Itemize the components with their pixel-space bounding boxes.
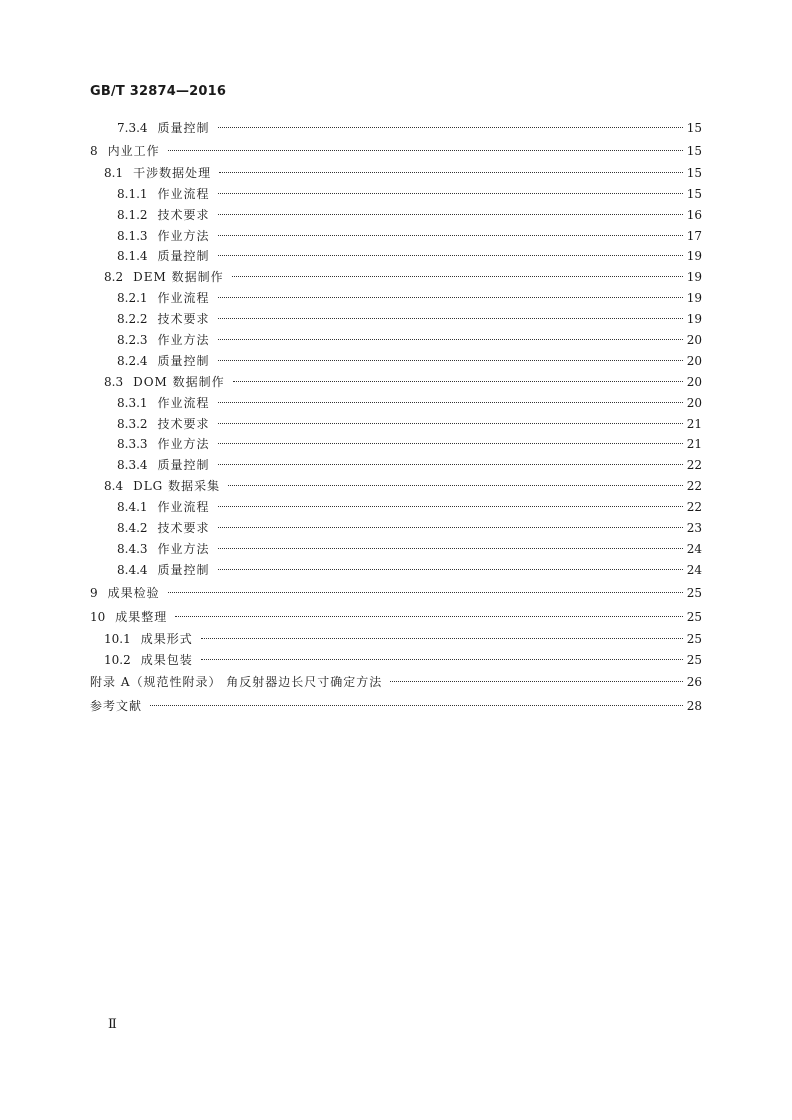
toc-entry-title: 成果检验 [107,585,160,600]
toc-entry[interactable] [0,539,792,560]
toc-entry-number: 8.2 [104,270,124,285]
toc-entry-page: 21 [686,416,702,431]
toc-entry-line [117,393,702,414]
toc-entry-page: 20 [686,333,702,348]
toc-entry-number: 10.1 [104,631,131,646]
toc-entry-number: 8.3 [104,374,124,389]
toc-entry-title: 作业方法 [157,437,210,452]
toc-entry-page: 25 [686,585,702,600]
dot-leader [218,255,683,256]
toc-entry-title: 内业工作 [107,143,160,158]
toc-entry[interactable] [0,118,792,139]
toc-entry[interactable] [0,226,792,247]
toc-entry-line [90,139,702,163]
toc-entry-title: 作业流程 [157,186,210,201]
toc-entry-title: 质量控制 [157,353,210,368]
toc-entry-line [117,539,702,560]
dot-leader [218,297,683,298]
dot-leader [219,172,683,173]
toc-entry-number: 8.4.3 [117,541,148,556]
toc-entry[interactable] [0,605,792,629]
toc-entry-number: 8.3.4 [117,458,148,473]
dot-leader [218,318,683,319]
toc-entry[interactable] [0,309,792,330]
toc-entry-page: 19 [686,249,702,264]
standard-code-header: GB/T 32874—2016 [90,84,227,99]
toc-entry-line [104,650,702,671]
toc-entry-title: 技术要求 [157,521,210,536]
dot-leader [201,638,683,639]
toc-entry-page: 22 [686,500,702,515]
toc-entry-number: 8.4.1 [117,500,148,515]
toc-entry-line [117,497,702,518]
toc-entry-number: 8.1.4 [117,249,148,264]
toc-entry-page: 24 [686,562,702,577]
dot-leader [228,485,683,486]
toc-entry-line [104,372,702,393]
toc-entry-number: 8.2.2 [117,312,148,327]
toc-entry-page: 23 [686,521,702,536]
toc-entry-line [104,163,702,184]
toc-entry-number: 8.3.1 [117,395,148,410]
toc-entry-page: 24 [686,541,702,556]
toc-entry[interactable] [0,330,792,351]
toc-entry-number: 10 [90,609,106,624]
toc-entry-title: 作业流程 [157,395,210,410]
dot-leader [168,592,683,593]
toc-entry[interactable] [0,670,792,694]
toc-entry[interactable] [0,518,792,539]
toc-entry-line [117,226,702,247]
toc-entry-page: 17 [686,228,702,243]
toc-entry[interactable] [0,163,792,184]
toc-entry-page: 15 [686,121,702,135]
toc-entry-line [117,288,702,309]
toc-entry-line [117,330,702,351]
toc-entry-number: 8.4.4 [117,562,148,577]
toc-entry-title: 作业流程 [157,291,210,306]
dot-leader [218,443,683,444]
toc-entry-page: 25 [686,631,702,646]
toc-entry[interactable] [0,414,792,435]
toc-entry-title: 作业方法 [157,541,210,556]
toc-entry-number: 8.2.1 [117,291,148,306]
dot-leader [218,464,683,465]
toc-entry-page: 15 [686,186,702,201]
toc-entry-line [104,267,702,288]
toc-entry-title: 质量控制 [157,562,210,577]
toc-entry-number: 8.1.2 [117,207,148,222]
toc-entry[interactable] [0,455,792,476]
toc-entry-line [117,118,702,139]
dot-leader [168,150,683,151]
toc-entry-line [117,309,702,330]
toc-entry-number: 8.1.3 [117,228,148,243]
toc-entry[interactable] [0,581,792,605]
toc-entry-title: 质量控制 [157,249,210,264]
toc-entry-number: 8 [90,143,98,158]
toc-entry-page: 19 [686,312,702,327]
toc-entry-page: 20 [686,353,702,368]
page-number: Ⅱ [108,1017,117,1032]
dot-leader [150,705,683,706]
toc-entry-number: 9 [90,585,98,600]
toc-entry-line [90,670,702,694]
toc-entry-title: 作业流程 [157,500,210,515]
dot-leader [218,235,683,236]
toc-entry-title: 附录 A（规范性附录） 角反射器边长尺寸确定方法 [90,675,383,690]
dot-leader [218,548,683,549]
toc-entry-line [117,246,702,267]
toc-entry-title: 成果包装 [140,652,193,667]
toc-entry-title: 参考文献 [90,699,143,714]
toc-entry-page: 15 [686,143,702,158]
dot-leader [218,193,683,194]
dot-leader [233,381,683,382]
toc-entry-title: 成果整理 [115,609,168,624]
toc-entry-page: 19 [686,270,702,285]
dot-leader [218,506,683,507]
toc-entry-line [104,476,702,497]
dot-leader [218,360,683,361]
toc-entry[interactable] [0,267,792,288]
dot-leader [175,616,682,617]
toc-entry-line [117,434,702,455]
toc-entry[interactable] [0,288,792,309]
toc-entry-title: 作业方法 [157,228,210,243]
toc-entry-line [117,184,702,205]
dot-leader [232,276,683,277]
toc-entry-line [117,205,702,226]
toc-entry-line [90,605,702,629]
toc-entry[interactable] [0,650,792,671]
toc-entry-title: 质量控制 [157,121,210,135]
toc-entry[interactable] [0,694,792,718]
toc-entry-title: 作业方法 [157,333,210,348]
toc-entry[interactable] [0,393,792,414]
toc-entry-page: 21 [686,437,702,452]
toc-entry[interactable] [0,246,792,267]
toc-entry-number: 8.4.2 [117,521,148,536]
toc-entry-line [117,560,702,581]
toc-entry-line [117,351,702,372]
toc-entry-page: 16 [686,207,702,222]
toc-entry[interactable] [0,497,792,518]
toc-entry-page: 15 [686,165,702,180]
toc-entry-number: 8.2.4 [117,353,148,368]
dot-leader [390,681,682,682]
toc-entry-title: 成果形式 [140,631,193,646]
toc-entry[interactable] [0,434,792,455]
toc-entry-title: 技术要求 [157,207,210,222]
dot-leader [218,127,683,128]
toc-entry-page: 20 [686,395,702,410]
toc-entry[interactable] [0,351,792,372]
table-of-contents [0,118,792,718]
toc-entry[interactable] [0,184,792,205]
toc-entry[interactable] [0,560,792,581]
dot-leader [218,402,683,403]
toc-entry-number: 10.2 [104,652,131,667]
toc-entry-page: 25 [686,652,702,667]
toc-entry-title: DEM 数据制作 [133,270,224,285]
toc-entry-line [117,414,702,435]
toc-entry-title: 技术要求 [157,312,210,327]
toc-entry-title: 技术要求 [157,416,210,431]
dot-leader [218,569,683,570]
toc-entry-number: 8.4 [104,479,124,494]
toc-entry-number: 8.1 [104,165,124,180]
toc-entry-line [90,581,702,605]
toc-entry-page: 26 [686,675,702,690]
toc-entry-title: DOM 数据制作 [133,374,225,389]
toc-entry[interactable] [0,139,792,163]
toc-entry[interactable] [0,205,792,226]
toc-entry-title: 质量控制 [157,458,210,473]
toc-entry-page: 22 [686,458,702,473]
dot-leader [218,339,683,340]
toc-entry[interactable] [0,372,792,393]
toc-entry-page: 28 [686,699,702,714]
toc-entry-line [117,455,702,476]
dot-leader [218,214,683,215]
toc-entry-title: 干涉数据处理 [133,165,212,180]
toc-entry-page: 22 [686,479,702,494]
toc-entry-line [117,518,702,539]
toc-entry[interactable] [0,476,792,497]
toc-entry-line [90,694,702,718]
dot-leader [201,659,683,660]
toc-entry-number: 8.2.3 [117,333,148,348]
toc-entry-page: 20 [686,374,702,389]
toc-entry-number: 7.3.4 [117,121,148,135]
toc-entry-line [104,629,702,650]
toc-entry-page: 19 [686,291,702,306]
toc-entry-title: DLG 数据采集 [133,479,221,494]
dot-leader [218,527,683,528]
toc-entry[interactable] [0,629,792,650]
dot-leader [218,423,683,424]
toc-entry-number: 8.1.1 [117,186,148,201]
toc-entry-number: 8.3.2 [117,416,148,431]
toc-entry-number: 8.3.3 [117,437,148,452]
toc-entry-page: 25 [686,609,702,624]
